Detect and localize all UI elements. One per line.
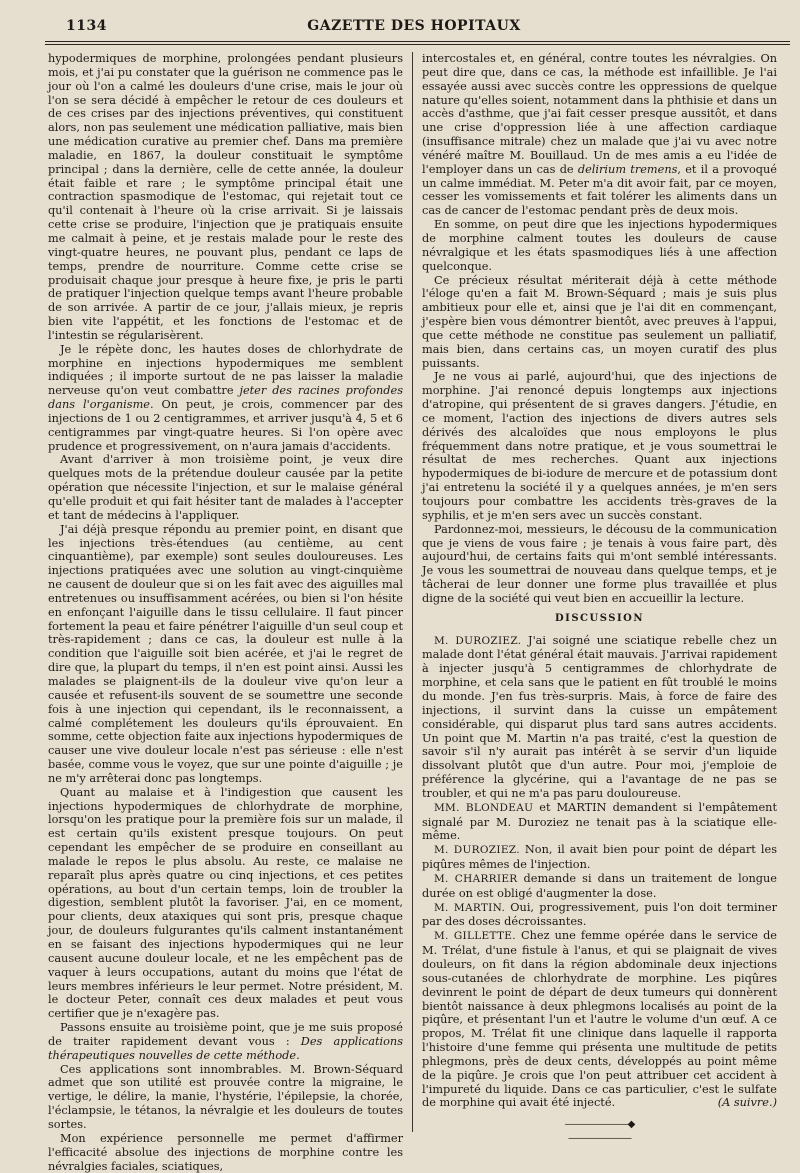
- italic-phrase: delirium tremens: [577, 162, 678, 176]
- paragraph: Je le répète donc, les hautes doses de chlorhydrate de morphine en injections hypodermiques me semblent indiquées ; il importe surtout de ne pas laisser la maladie nerveuse qu'on veut combattre jeter des racines profondes dans l'organisme. On peut, je crois, commencer par des injections de 1 ou 2 centigrammes, et arriver jusqu'à 4, 5 et 6 centigrammes par vingt-quatre heures. Si l'on opère avec prudence et progressivement, on n'aura jamais d'accidents.: [48, 342, 403, 453]
- page-number: 1134: [66, 18, 107, 34]
- header-rule: [45, 41, 790, 42]
- paragraph: Passons ensuite au troisième point, que je me suis proposé de traiter rapidement devant vous : Des applications thérapeutiques nouvelles de cette méthode.: [48, 1021, 403, 1062]
- paragraph: J'ai déjà presque répondu au premier point, en disant que les injections très-étendues (au centième, au cent cinquantième), par exemple) sont seules douloureuses. Les injections pratiquées avec une solution au vingt-cinquième ne causent de douleur que si on les fait avec des aiguilles mal entretenues ou insuffisamment acérées, ou bien si l'on hésite en enfonçant l'aiguille dans le tissu cellulaire. Il faut pincer fortement la peau et faire pénétrer l'aiguille d'un seul coup et très-rapidement ; dans ce cas, la douleur est nulle à la condition que l'aiguille soit bien acérée, et j'ai le regret de dire que, la plupart du temps, il n'en est point ainsi. Aussi les malades se plaignent-ils de la douleur vive qu'on leur a causée et refusent-ils souvent de se soumettre une seconde fois à une injection qui cependant, ils le reconnaissent, a calmé complétement les douleurs qu'ils éprouvaient. En somme, cette objection faite aux injections hypodermiques de causer une vive douleur locale n'est pas sérieuse : elle n'est basée, comme vous le voyez, que sur une pointe d'aiguille ; je ne m'y arrêterai donc pas longtemps.: [48, 522, 403, 785]
- paragraph: Mon expérience personnelle me permet d'affirmer l'efficacité absolue des injections de morphine contre les névralgies faciales, sciatiques,: [48, 1131, 403, 1173]
- paragraph: hypodermiques de morphine, prolongées pendant plusieurs mois, et j'ai pu constater que la guérison ne commence pas le jour où l'on a calmé les douleurs d'une crise, mais le jour où l'on se sera décidé à empêcher le retour de ces douleurs et de ces crises par des injections préventives, qui constituent alors, non pas seulement une médication palliative, mais bien une médication curative au premier chef. Dans ma première maladie, en 1867, la douleur constituait le symptôme principal ; dans la dernière, celle de cette année, la douleur était faible et rare ; le symptôme principal était une contraction spasmodique de l'estomac, qui rejetait tout ce qu'il contenait à l'heure où la crise arrivait. Si je laissais cette crise se produire, l'injection que je pratiquais ensuite me calmait à peine, et je restais malade pour le reste des vingt-quatre heures, ne pouvant plus, pendant ce laps de temps, prendre de nourriture. Comme cette crise se produisait chaque jour presque à heure fixe, je pris le parti de pratiquer l'injection quelque temps avant l'heure probable de son arrivée. A partir de ce jour, j'allais mieux, je repris bien vite l'appétit, et les fonctions de l'estomac et de l'intestin se régularisèrent.: [48, 52, 403, 342]
- speaker: M. DUROZIEZ.: [434, 634, 522, 647]
- page-header: [38, 18, 790, 40]
- paragraph: Ce précieux résultat mériterait déjà à cette méthode l'éloge qu'en a fait M. Brown-Séquard ; mais je suis plus ambitieux pour elle et, ainsi que je l'ai dit en commençant, j'espère bien vous démontrer bientôt, avec preuves à l'appui, que cette méthode ne constitue pas seulement un palliatif, mais bien, dans certains cas, un moyen curatif des plus puissants.: [422, 273, 777, 370]
- paragraph: Ces applications sont innombrables. M. Brown-Séquard admet que son utilité est prouvée contre la migraine, le vertige, le délire, la manie, l'hystérie, l'épilepsie, la chorée, l'éclampsie, le tétanos, la névralgie et les douleurs de toutes sortes.: [48, 1062, 403, 1131]
- discussion-entry: M. DUROZIEZ. J'ai soigné une sciatique rebelle chez un malade dont l'état général était mauvais. J'arrivai rapidement à injecter jusqu'à 5 centigrammes de chlorhydrate de morphine, et cela sans que le patient en fût troublé le moins du monde. J'en fus très-surpris. Mais, à force de faire des injections, il survint dans la cuisse un empâtement considérable, qui disparut plus tard sans autres accidents. Un point que M. Martin n'a pas traité, c'est la question de savoir s'il n'y aurait pas intérêt à se servir d'un liquide dissolvant plutôt que d'un autre. Pour moi, j'emploie de préférence la glycérine, qui a l'avantage de ne pas se troubler, et qui ne m'a pas paru douloureuse.: [422, 633, 777, 800]
- right-column: [422, 52, 777, 1145]
- discussion-entry: M. CHARRIER demande si dans un traitement de longue durée on est obligé d'augmenter la dose.: [422, 871, 777, 900]
- header-rule-double: [45, 44, 790, 45]
- speaker: MM. BLONDEAU: [434, 801, 534, 814]
- end-ornament-rule: ———————◆———————: [564, 1119, 635, 1145]
- paragraph: Je ne vous ai parlé, aujourd'hui, que des injections de morphine. J'ai renoncé depuis longtemps aux injections d'atropine, qui présentent de si graves dangers. J'étudie, en ce moment, l'action des injections de divers autres sels dérivés des alcaloïdes que nous employons le plus fréquemment dans notre pratique, et je vous soumettrai le résultat de mes recherches. Quant aux injections hypodermiques de bi-iodure de mercure et de potassium dont j'ai entretenu la société il y a quelques années, je m'en sers toujours pour combattre les accidents très-graves de la syphilis, et je m'en sers avec un succès constant.: [422, 370, 777, 522]
- paragraph: En somme, on peut dire que les injections hypodermiques de morphine calment toutes les douleurs de cause névralgique et les états spasmodiques liés à une affection quelconque.: [422, 218, 777, 273]
- speaker: M. MARTIN.: [434, 901, 506, 914]
- left-column: [48, 52, 403, 1173]
- paragraph: intercostales et, en général, contre toutes les névralgies. On peut dire que, dans ce cas, la méthode est infaillible. Je l'ai essayée aussi avec succès contre les oppressions de quelque nature qu'elles soient, notamment dans la phthisie et dans un accès d'asthme, que j'ai fait cesser presque aussitôt, et dans une crise d'oppression liée à une affection cardiaque (insuffisance mitrale) chez un malade que j'ai vu avec notre vénéré maître M. Bouillaud. Un de mes amis a eu l'idée de l'employer dans un cas de delirium tremens, et il a provoqué un calme immédiat. M. Peter m'a dit avoir fait, par ce moyen, cesser les vomissements et fait tolérer les aliments dans un cas de cancer de l'estomac pendant près de deux mois.: [422, 52, 777, 218]
- paragraph: Quant au malaise et à l'indigestion que causent les injections hypodermiques de chlorhydrate de morphine, lorsqu'on les pratique pour la première fois sur un malade, il est certain qu'ils existent presque toujours. On peut cependant les empêcher de se produire en conseillant au malade le repos le plus absolu. Au reste, ce malaise ne reparaît plus après quatre ou cinq injections, et ces petites opérations, au bout d'un certain temps, loin de troubler la digestion, semblent plutôt la favoriser. J'ai, en ce moment, pour clients, deux ataxiques qui sont pris, presque chaque jour, de douleurs fulgurantes qu'ils calment instantanément en se faisant des injections hypodermiques qui ne leur causent aucune douleur locale, et ne les empêchent pas de vaquer à leurs occupations, autant du moins que l'état de leurs membres inférieurs le leur permet. Notre président, M. le docteur Peter, connaît ces deux malades et peut vous certifier que je n'exagère pas.: [48, 785, 403, 1021]
- journal-title: GAZETTE DES HOPITAUX: [307, 18, 521, 34]
- speaker: M. DUROZIEZ.: [434, 844, 520, 857]
- discussion-entry: M. GILLETTE. Chez une femme opérée dans le service de M. Trélat, d'une fistule à l'anus, et qui se plaignait de vives douleurs, on fit dans la région abdominale deux injections sous-cutanées de chlorhydrate de morphine. Les piqûres devinrent le point de départ de deux tumeurs qui donnèrent bientôt naissance à deux phlegmons localisés au point de la piqûre, et présentant l'un et l'autre le volume d'un œuf. A ce propos, M. Trélat fit une clinique dans laquelle il rapporta l'histoire d'une femme qui présenta une multitude de petits phlegmons, près de deux cents, développés au point même de la piqûre. Je crois que l'on peut attribuer cet accident à l'impureté du liquide. Dans ce cas particulier, c'est le sulfate de morphine qui avait été injecté. (A suivre.): [422, 929, 777, 1110]
- column-divider: [412, 52, 413, 1132]
- discussion-entry: M. DUROZIEZ. Non, il avait bien pour point de départ les piqûres mêmes de l'injection.: [422, 843, 777, 872]
- discussion-entry: MM. BLONDEAU et MARTIN demandent si l'empâtement signalé par M. Duroziez ne tenait pas à la sciatique elle-même.: [422, 800, 777, 843]
- section-title: DISCUSSION: [554, 612, 644, 624]
- speaker: M. GILLETTE.: [434, 930, 516, 943]
- discussion-entry: M. MARTIN. Oui, progressivement, puis l'on doit terminer par des doses décroissantes.: [422, 900, 777, 929]
- paragraph: Pardonnez-moi, messieurs, le décousu de la communication que je viens de vous faire ; je tenais à vous faire part, dès aujourd'hui, de certains faits qui m'ont semblé intéressants. Je vous les soumettrai de nouveau dans quelque temps, et je tâcherai de leur donner une forme plus travaillée et plus digne de la société qui veut bien en accueillir la lecture.: [422, 522, 777, 605]
- italic-phrase: jeter des racines profondes dans l'organisme: [48, 384, 403, 412]
- italic-phrase: Des applications thérapeutiques nouvelles de cette méthode.: [48, 1034, 403, 1062]
- speaker: M. CHARRIER: [434, 872, 518, 885]
- to-be-continued: (A suivre.): [717, 1096, 777, 1110]
- paragraph: Avant d'arriver à mon troisième point, je veux dire quelques mots de la prétendue douleur causée par la petite opération que nécessite l'injection, et sur le malaise général qu'elle produit et qui fait hésiter tant de malades à l'accepter et tant de médecins à l'appliquer.: [48, 453, 403, 522]
